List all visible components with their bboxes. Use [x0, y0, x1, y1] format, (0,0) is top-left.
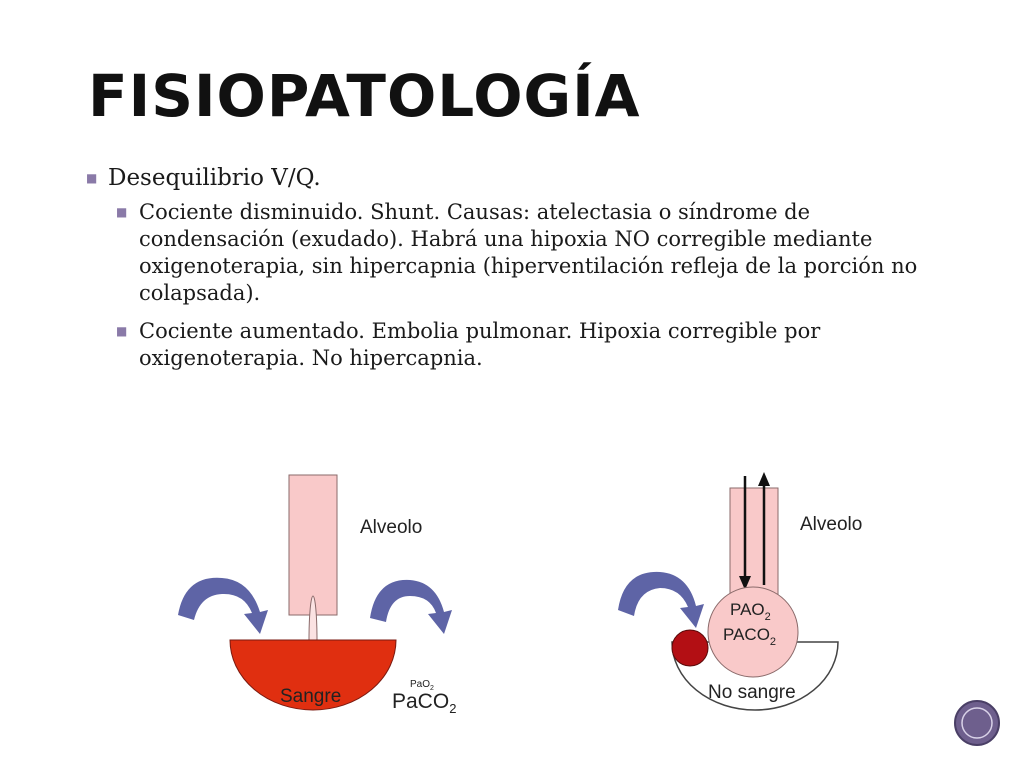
sangre-label: Sangre	[280, 686, 342, 707]
circle-badge-icon[interactable]	[952, 698, 1002, 748]
pao2-small-label: PaO$_2$	[410, 679, 434, 692]
blood-clot	[672, 630, 708, 666]
diagram-dead-space	[600, 460, 900, 725]
arrow-up-head-icon	[758, 472, 770, 486]
paco2-label: $PACO_2$	[723, 625, 777, 648]
curved-arrow-left-icon	[178, 578, 268, 634]
alveolo-label: Alveolo	[800, 514, 863, 535]
subbullet-1-text: Cociente disminuido. Shunt. Causas: atelectasia o síndrome de condensación (exudado). Habrá una hipoxia NO corregible mediante oxigenoterapia, sin hipercapnia (hiperventilación refleja de la porción no colapsada).	[139, 200, 918, 305]
square-bullet-icon: ■	[116, 324, 128, 338]
curved-arrow-right-icon	[370, 580, 452, 634]
bullet-main-text: Desequilibrio V/Q.	[108, 165, 321, 191]
slide-title: FISIOPATOLOGÍA	[88, 62, 641, 130]
bullet-main	[86, 163, 321, 193]
square-bullet-icon: ■	[116, 205, 128, 219]
subbullet-1	[116, 199, 956, 307]
square-bullet-icon: ■	[86, 171, 98, 185]
no-sangre-label: No sangre	[708, 682, 796, 703]
alveolus-column	[289, 475, 337, 615]
curved-arrow-icon	[618, 572, 704, 628]
alveolo-label: Alveolo	[360, 517, 423, 538]
paco2-label: PaCO$_2$	[392, 690, 457, 716]
subbullet-2	[116, 318, 956, 372]
diagram-shunt	[160, 460, 480, 725]
pao2-label: $PAO_2$	[730, 600, 771, 623]
subbullet-2-text: Cociente aumentado. Embolia pulmonar. Hipoxia corregible por oxigenoterapia. No hipercapnia.	[139, 319, 821, 370]
